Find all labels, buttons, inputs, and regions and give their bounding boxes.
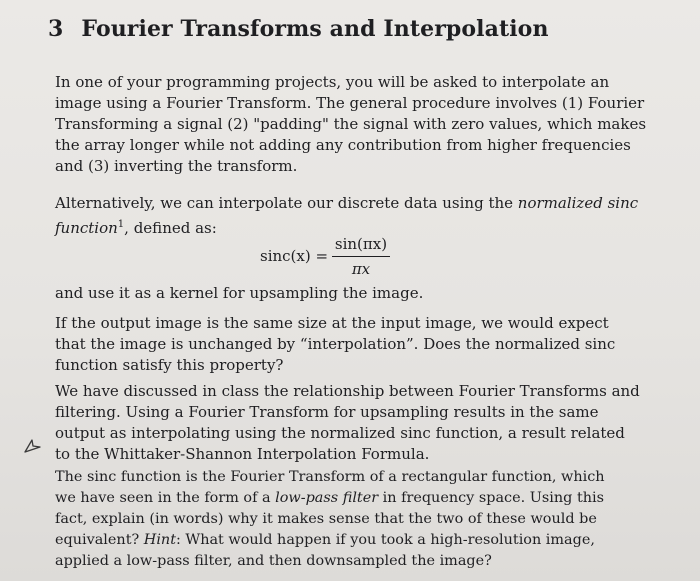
text-line: equivalent? Hint: What would happen if you took a high-resolution image, (55, 532, 595, 548)
emphasis-hint: Hint (143, 532, 176, 548)
equation-numerator: sin(πx) (334, 235, 388, 253)
text-line: that the image is unchanged by “interpolation”. Does the normalized sinc (55, 335, 616, 353)
section-title: Fourier Transforms and Interpolation (81, 16, 549, 42)
equation-lhs: sinc(x) = (260, 247, 329, 265)
text-line: and (3) inverting the transform. (55, 157, 298, 175)
mouse-pointer-icon (23, 436, 43, 456)
emphasis-function: function (55, 219, 118, 237)
text-line: we have seen in the form of a low-pass filter in frequency space. Using this (55, 490, 604, 506)
section-number: 3 (48, 16, 64, 42)
footnote-marker: 1 (117, 219, 125, 230)
text-line: In one of your programming projects, you will be asked to interpolate an (55, 73, 610, 91)
text-line: output as interpolating using the normalized sinc function, a result related (55, 424, 625, 442)
fraction-bar (332, 256, 390, 257)
section-heading (48, 16, 549, 42)
text-line: function$^1$, defined as: (55, 219, 217, 237)
equation-denominator: πx (351, 260, 371, 278)
paragraph-question-unchanged (55, 313, 615, 376)
paragraph-fourier-procedure (55, 72, 646, 177)
text-line: The sinc function is the Fourier Transform of a rectangular function, which (55, 469, 605, 485)
text-line: If the output image is the same size at the input image, we would expect (55, 314, 609, 332)
equation-fraction (332, 234, 390, 279)
text-line: applied a low-pass filter, and then downsampled the image? (55, 553, 492, 569)
text-line: to the Whittaker-Shannon Interpolation Formula. (55, 445, 430, 463)
paragraph-filtering (55, 381, 640, 465)
text-line: image using a Fourier Transform. The general procedure involves (1) Fourier (55, 94, 645, 112)
text-line: function satisfy this property? (55, 356, 284, 374)
emphasis-normalized-sinc: normalized sinc (517, 194, 639, 212)
text-line: Transforming a signal (2) "padding" the signal with zero values, which makes (55, 115, 647, 133)
text-line: Alternatively, we can interpolate our discrete data using the normalized sinc (55, 194, 639, 212)
text-line: We have discussed in class the relationship between Fourier Transforms and (55, 382, 640, 400)
paragraph-sinc-definition (55, 193, 638, 239)
paragraph-low-pass-question (55, 467, 605, 572)
paragraph-kernel (55, 283, 423, 304)
text-line: and use it as a kernel for upsampling the image. (55, 284, 424, 302)
text-line: filtering. Using a Fourier Transform for upsampling results in the same (55, 403, 599, 421)
text-line: the array longer while not adding any contribution from higher frequencies (55, 136, 631, 154)
text-line: fact, explain (in words) why it makes sense that the two of these would be (55, 511, 597, 527)
emphasis-low-pass-filter: low-pass filter (275, 490, 379, 506)
